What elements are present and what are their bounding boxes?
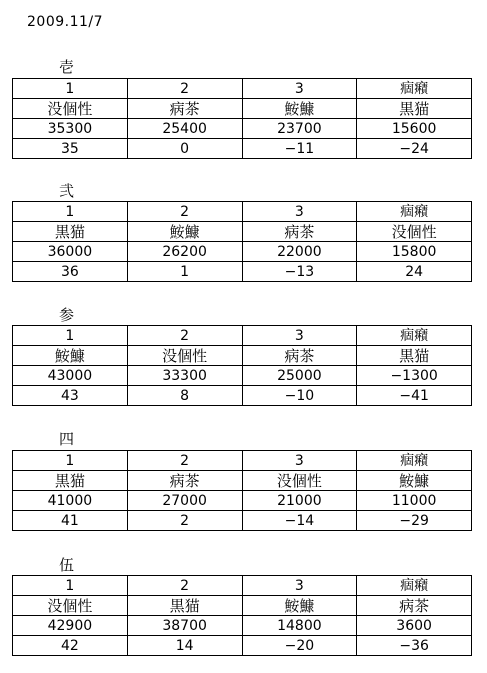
table-cell: 43000	[13, 366, 128, 386]
table-cell: 36	[13, 262, 128, 282]
table-cell: 黒猫	[357, 346, 472, 366]
table-cell: 0	[127, 139, 242, 159]
table-cell: 27000	[127, 491, 242, 511]
table-cell: 35300	[13, 119, 128, 139]
table-cell: 2	[127, 576, 242, 596]
table-cell: 鮟鱇	[242, 596, 357, 616]
round-score-table	[12, 78, 472, 159]
table-cell: 14800	[242, 616, 357, 636]
round-score-table	[12, 575, 472, 656]
table-cell: 鮟鱇	[13, 346, 128, 366]
table-cell: 病茶	[242, 222, 357, 242]
table-cell: 3	[242, 451, 357, 471]
table-cell: 3600	[357, 616, 472, 636]
player-names-row	[13, 471, 472, 491]
scores-row	[13, 386, 472, 406]
table-cell: 病茶	[127, 99, 242, 119]
points-row	[13, 616, 472, 636]
table-cell: 15800	[357, 242, 472, 262]
table-cell: 1	[13, 202, 128, 222]
table-cell: −20	[242, 636, 357, 656]
round-score-table	[12, 325, 472, 406]
table-cell: −24	[357, 139, 472, 159]
table-cell: 25000	[242, 366, 357, 386]
table-cell: 2	[127, 511, 242, 531]
table-cell: −10	[242, 386, 357, 406]
table-cell: 痼癪	[357, 326, 472, 346]
table-cell: 41	[13, 511, 128, 531]
table-cell: 25400	[127, 119, 242, 139]
scores-row	[13, 636, 472, 656]
table-cell: 鮟鱇	[242, 99, 357, 119]
table-cell: 黒猫	[357, 99, 472, 119]
table-cell: 43	[13, 386, 128, 406]
table-cell: 1	[13, 326, 128, 346]
points-row	[13, 119, 472, 139]
table-cell: 21000	[242, 491, 357, 511]
table-cell: 38700	[127, 616, 242, 636]
table-cell: 42900	[13, 616, 128, 636]
scores-row	[13, 139, 472, 159]
table-cell: −36	[357, 636, 472, 656]
table-cell: 3	[242, 202, 357, 222]
round-score-table	[12, 450, 472, 531]
table-cell: 痼癪	[357, 202, 472, 222]
table-cell: −13	[242, 262, 357, 282]
table-cell: 没個性	[127, 346, 242, 366]
table-cell: −11	[242, 139, 357, 159]
rank-header-row	[13, 451, 472, 471]
round-label: 四	[59, 430, 75, 448]
table-cell: 鮟鱇	[127, 222, 242, 242]
table-cell: 1	[13, 451, 128, 471]
table-cell: 2	[127, 79, 242, 99]
table-cell: 黒猫	[127, 596, 242, 616]
table-cell: 33300	[127, 366, 242, 386]
table-cell: 没個性	[242, 471, 357, 491]
round-label: 壱	[59, 58, 75, 76]
rank-header-row	[13, 576, 472, 596]
table-cell: 没個性	[13, 99, 128, 119]
table-cell: 1	[13, 576, 128, 596]
player-names-row	[13, 346, 472, 366]
table-cell: 痼癪	[357, 79, 472, 99]
table-cell: 没個性	[357, 222, 472, 242]
points-row	[13, 491, 472, 511]
points-row	[13, 242, 472, 262]
date-stamp: 2009.11/7	[27, 14, 104, 30]
table-cell: 8	[127, 386, 242, 406]
table-cell: 1	[127, 262, 242, 282]
table-cell: 2	[127, 326, 242, 346]
table-cell: 23700	[242, 119, 357, 139]
table-cell: 26200	[127, 242, 242, 262]
table-cell: 痼癪	[357, 576, 472, 596]
player-names-row	[13, 99, 472, 119]
table-cell: 病茶	[242, 346, 357, 366]
table-cell: 痼癪	[357, 451, 472, 471]
table-cell: 3	[242, 326, 357, 346]
scores-row	[13, 262, 472, 282]
table-cell: −14	[242, 511, 357, 531]
player-names-row	[13, 222, 472, 242]
table-cell: 病茶	[127, 471, 242, 491]
table-cell: 11000	[357, 491, 472, 511]
round-label: 参	[59, 306, 75, 324]
table-cell: 41000	[13, 491, 128, 511]
table-cell: 病茶	[357, 596, 472, 616]
table-cell: −29	[357, 511, 472, 531]
table-cell: −1300	[357, 366, 472, 386]
table-cell: 2	[127, 202, 242, 222]
table-cell: 没個性	[13, 596, 128, 616]
table-cell: 鮟鱇	[357, 471, 472, 491]
table-cell: 黒猫	[13, 471, 128, 491]
round-label: 伍	[59, 556, 75, 574]
round-label: 弐	[59, 182, 75, 200]
table-cell: −41	[357, 386, 472, 406]
table-cell: 2	[127, 451, 242, 471]
round-score-table	[12, 201, 472, 282]
rank-header-row	[13, 326, 472, 346]
table-cell: 3	[242, 576, 357, 596]
table-cell: 1	[13, 79, 128, 99]
table-cell: 35	[13, 139, 128, 159]
rank-header-row	[13, 202, 472, 222]
table-cell: 42	[13, 636, 128, 656]
table-cell: 3	[242, 79, 357, 99]
scores-row	[13, 511, 472, 531]
rank-header-row	[13, 79, 472, 99]
table-cell: 14	[127, 636, 242, 656]
points-row	[13, 366, 472, 386]
table-cell: 36000	[13, 242, 128, 262]
table-cell: 22000	[242, 242, 357, 262]
table-cell: 24	[357, 262, 472, 282]
table-cell: 黒猫	[13, 222, 128, 242]
player-names-row	[13, 596, 472, 616]
table-cell: 15600	[357, 119, 472, 139]
